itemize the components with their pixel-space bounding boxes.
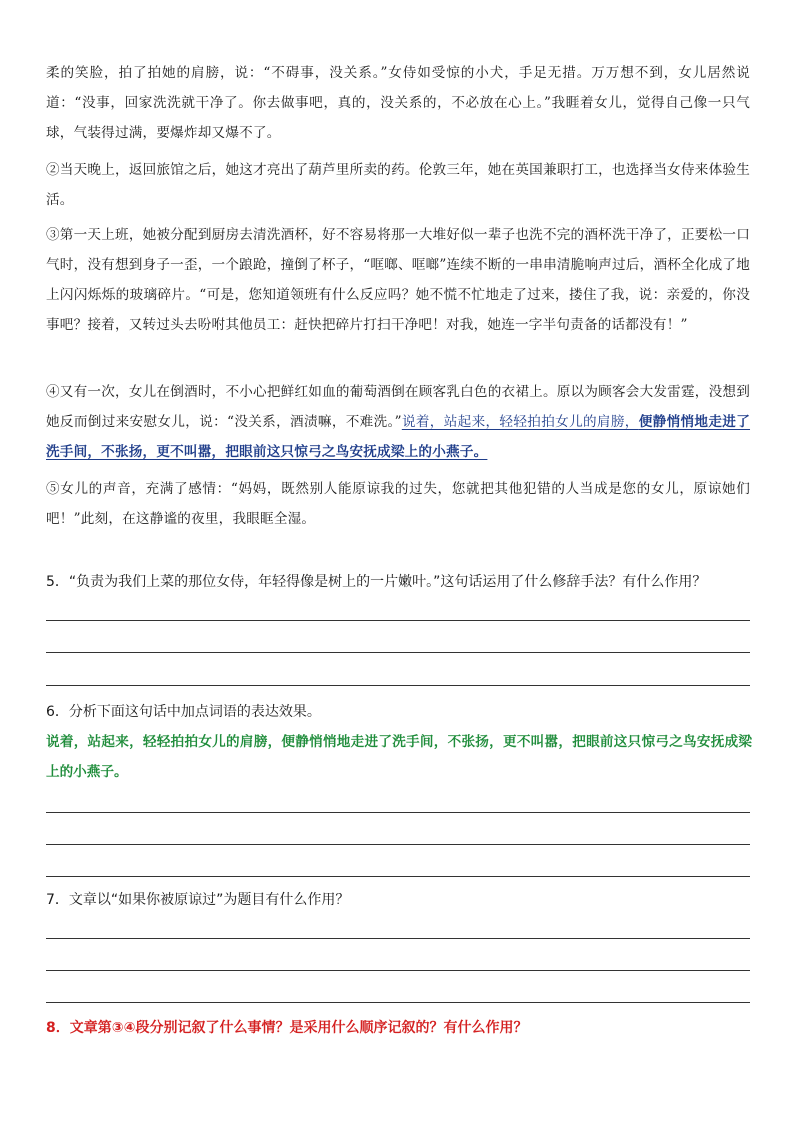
answer-line[interactable] [46,652,750,653]
question-7: 7．文章以“如果你被原谅过”为题目有什么作用？ [46,892,350,908]
paragraph-4-underlined: 说着，站起来，轻轻拍拍女儿的肩膀， [401,414,639,430]
answer-line[interactable] [46,876,750,877]
answer-line[interactable] [46,844,750,845]
paragraph-4 [46,377,750,467]
answer-line[interactable] [46,938,750,939]
paragraph-4-text: ④又有一次，女儿在倒酒时，不小心把鲜红如血的葡萄酒倒在顾客乳白色的衣裙上。原以为顾客会大发雷霆，没想到她反而倒过来安慰女儿，说：“没关系，酒渍嘛，不难洗。” [46,384,750,430]
answer-line[interactable] [46,1002,750,1003]
paragraph-4-underlined-bold: 便静悄悄地走进了洗手间，不张扬，更不叫嚣，把眼前这只惊弓之鸟安抚成梁上的小燕子。 [46,414,751,460]
question-8: 8．文章第③④段分别记叙了什么事情？是采用什么顺序记叙的？有什么作用？ [46,1020,528,1036]
paragraph-5: ⑤女儿的声音，充满了感情：“妈妈，既然别人能原谅我的过失，您就把其他犯错的人当成是您的女儿，原谅她们吧！”此刻，在这静谧的夜里，我眼眶全湿。 [46,481,750,527]
answer-line[interactable] [46,620,750,621]
question-6-quote: 说着，站起来，轻轻拍拍女儿的肩膀，便静悄悄地走进了洗手间，不张扬，更不叫嚣，把眼前这只惊弓之鸟安抚成梁上的小燕子。 [46,734,752,780]
answer-line[interactable] [46,970,750,971]
paragraph-2: ②当天晚上，返回旅馆之后，她这才亮出了葫芦里所卖的药。伦敦三年，她在英国兼职打工，也选择当女侍来体验生活。 [46,162,750,208]
paragraph-3: ③第一天上班，她被分配到厨房去清洗酒杯，好不容易将那一大堆好似一辈子也洗不完的酒杯洗干净了，正要松一口气时，没有想到身子一歪，一个踉跄，撞倒了杯子，“哐啷、哐啷”连续不断的一串串清脆响声过后，酒杯全化成了地上闪闪烁烁的玻璃碎片。“可是，您知道领班有什么反应吗？她不慌不忙地走了过来，搂住了我，说：亲爱的，你没事吧？接着，又转过头去吩咐其他员工：赶快把碎片打扫干净吧！对我，她连一字半句责备的话都没有！” [46,227,750,333]
question-5: 5．“负责为我们上菜的那位女侍，年轻得像是树上的一片嫩叶。”这句话运用了什么修辞手法？有什么作用？ [46,574,707,590]
answer-line[interactable] [46,685,750,686]
question-6: 6．分析下面这句话中加点词语的表达效果。 [46,704,321,720]
paragraph-continuation: 柔的笑脸，拍了拍她的肩膀，说：“不碍事，没关系。”女侍如受惊的小犬，手足无措。万万想不到，女儿居然说道：“没事，回家洗洗就干净了。你去做事吧，真的，没关系的，不必放在心上。”我睚着女儿，觉得自己像一只气球，气装得过满，要爆炸却又爆不了。 [46,65,750,141]
answer-line[interactable] [46,812,750,813]
